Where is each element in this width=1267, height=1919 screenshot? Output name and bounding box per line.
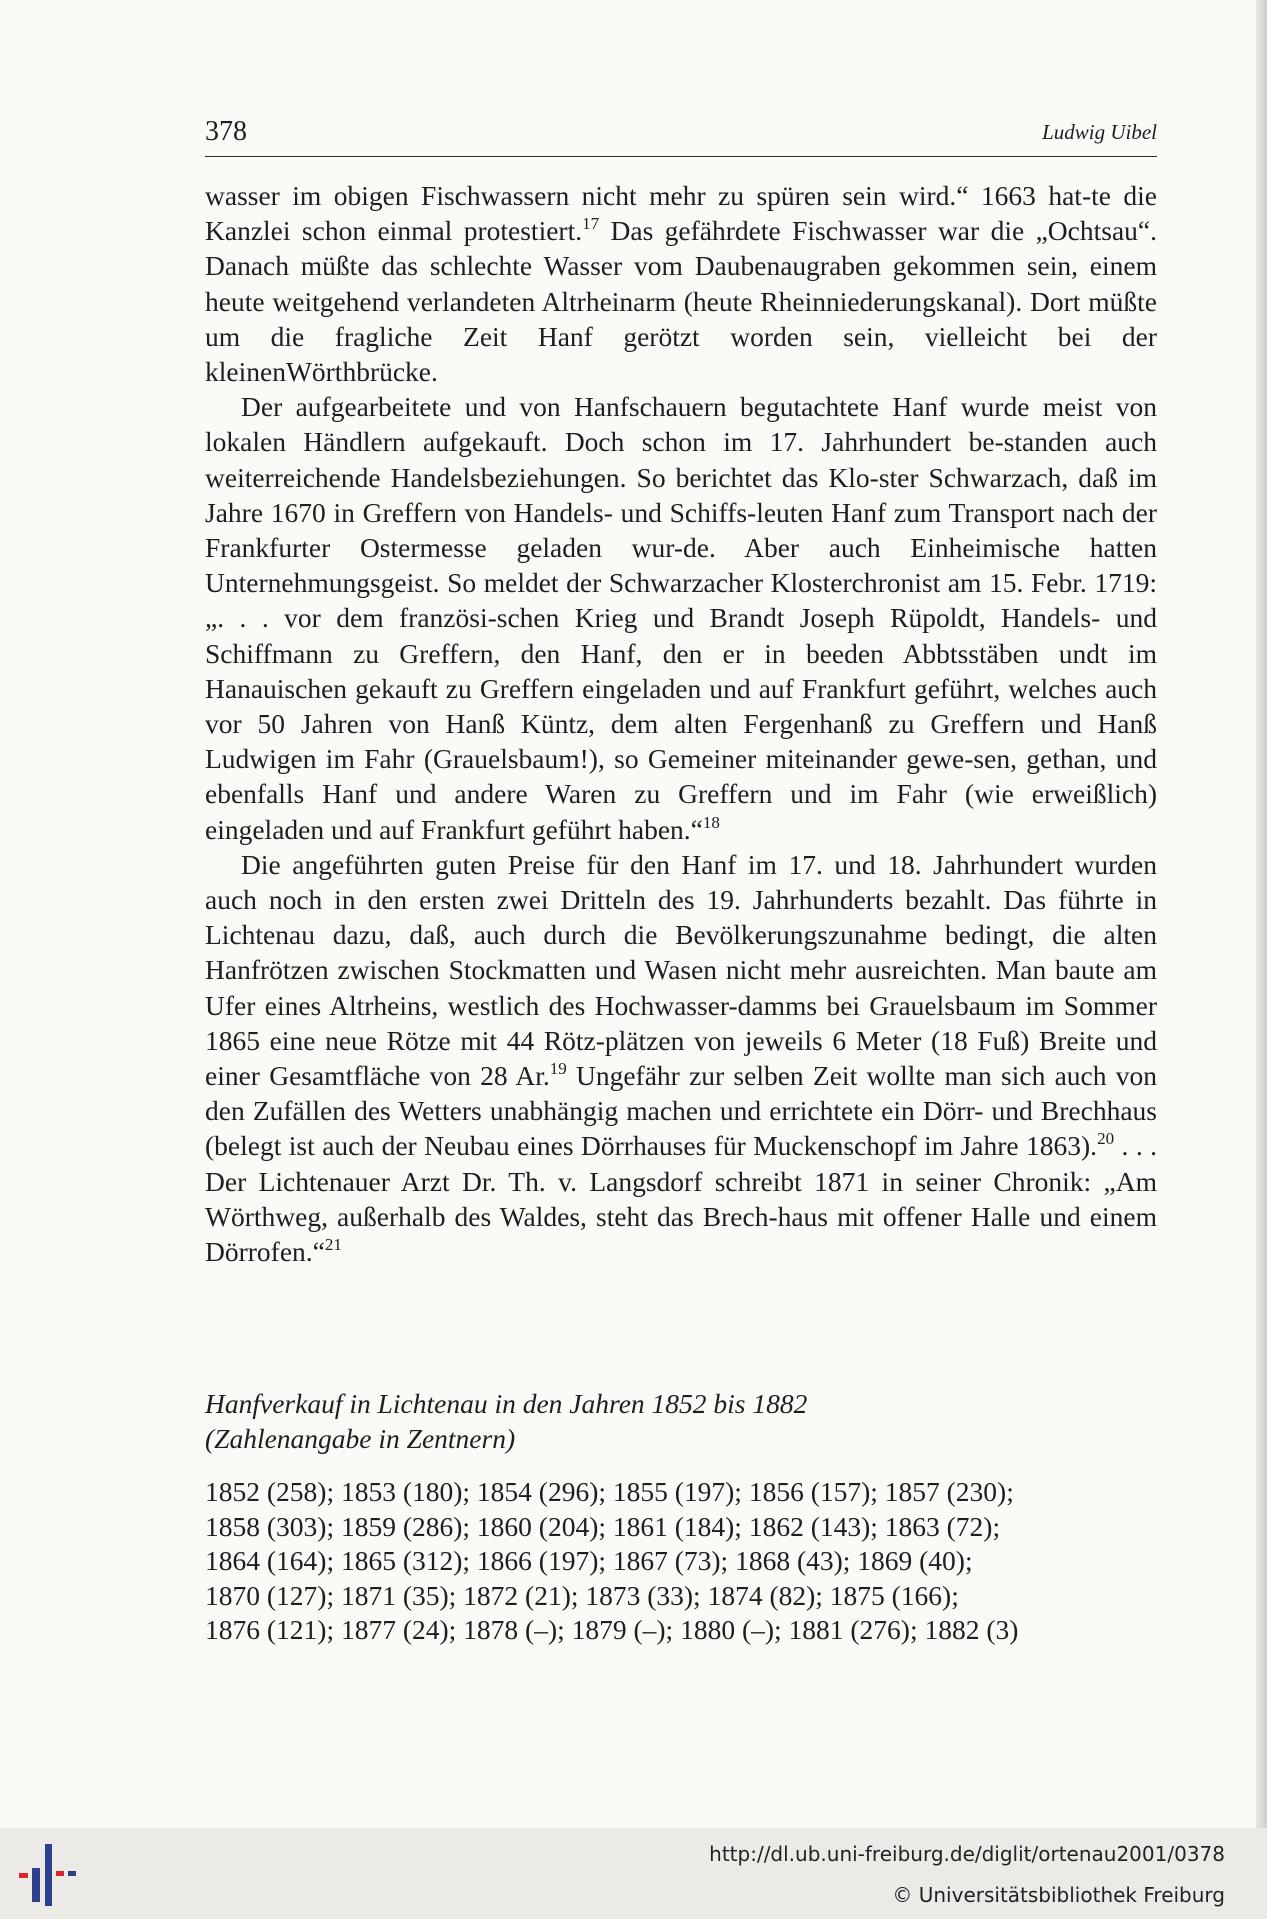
- running-head: Ludwig Uibel: [1042, 120, 1157, 144]
- ub-freiburg-logo-icon: [16, 1842, 80, 1908]
- section-title-line: Hanfverkauf in Lichtenau in den Jahren 1852 bis 1882: [205, 1388, 808, 1419]
- text-run: Ungefähr zur selben Zeit wollte man sich auch von den Zufällen des Wetters unabhängig machen und errichtete ein Dörr- und Brechhaus (belegt ist auch der Neubau eines Dörrhauses für Muckenschopf im Jahre 1863).: [205, 1060, 1157, 1162]
- footnote-ref-20: 20: [1097, 1129, 1115, 1149]
- hemp-sales-list: [205, 1475, 1165, 1648]
- page-header: [205, 116, 1157, 157]
- text-run: . . . Der Lichtenauer Arzt Dr. Th. v. Langsdorf schreibt 1871 in seiner Chronik: „Am Wörthweg, außerhalb des Waldes, steht das Brech-haus mit offener Halle und einem Dörrofen.“: [205, 1130, 1158, 1268]
- paragraph-3: [205, 847, 1157, 1269]
- footnote-ref-17: 17: [582, 214, 600, 234]
- sales-line: 1858 (303); 1859 (286); 1860 (204); 1861 (184); 1862 (143); 1863 (72);: [205, 1510, 1001, 1542]
- footnote-ref-19: 19: [549, 1059, 567, 1079]
- text-run: Die angeführten guten Preise für den Hanf im 17. und 18. Jahrhundert wurden auch noch in den ersten zwei Dritteln des 19. Jahrhunderts bezahlt. Das führte in Lichtenau dazu, daß, auch durch die Bevölkerungszunahme bedingt, die alten Hanfrötzen zwischen Stockmatten und Wasen nicht mehr ausreichten. Man baute am Ufer eines Altrheins, westlich des Hochwasser-damms bei Grauelsbaum im Sommer 1865 eine neue Rötze mit 44 Rötz-plätzen von jeweils 6 Meter (18 Fuß) Breite und einer Gesamtfläche von 28 Ar.: [205, 848, 1157, 1092]
- text-run: wasser im obigen Fischwassern nicht mehr zu spüren sein wird.“ 1663 hat-te die Kanzlei schon einmal protestiert.: [205, 180, 1157, 247]
- footnote-ref-18: 18: [702, 812, 720, 832]
- section-title: [205, 1386, 1157, 1456]
- document-url-link[interactable]: http://dl.ub.uni-freiburg.de/diglit/ortenau2001/0378: [709, 1842, 1225, 1866]
- section-subtitle-line: (Zahlenangabe in Zentnern): [205, 1423, 516, 1454]
- sales-line: 1864 (164); 1865 (312); 1866 (197); 1867 (73); 1868 (43); 1869 (40);: [205, 1545, 973, 1577]
- body-text: [205, 178, 1157, 1269]
- sales-line: 1852 (258); 1853 (180); 1854 (296); 1855 (197); 1856 (157); 1857 (230);: [205, 1476, 1014, 1507]
- text-run: Der aufgearbeitete und von Hanfschauern begutachtete Hanf wurde meist von lokalen Händlern aufgekauft. Doch schon im 17. Jahrhundert be-standen auch weiterreichende Handelsbeziehungen. So berichtet das Klo-ster Schwarzach, daß im Jahre 1670 in Greffern von Handels- und Schiffs-leuten Hanf zum Transport nach der Frankfurter Ostermesse geladen wur-de. Aber auch Einheimische hatten Unternehmungsgeist. So meldet der Schwarzacher Klosterchronist am 15. Febr. 1719: „. . . vor dem französi-schen Krieg und Brandt Joseph Rüpoldt, Handels- und Schiffmann zu Greffern, den Hanf, den er in beeden Abbtsstäben undt im Hanauischen gekauft zu Greffern eingeladen und auf Frankfurt geführt, welches auch vor 50 Jahren von Hanß Küntz, dem alten Fergenhanß zu Greffern und Hanß Ludwigen im Fahr (Grauelsbaum!), so Gemeiner miteinander gewe-sen, gethan, und ebenfalls Hanf und andere Waren zu Greffern und im Fahr (wie erweißlich) eingeladen und auf Frankfurt geführt haben.“: [205, 391, 1157, 845]
- page-edge: [1256, 0, 1267, 1828]
- paragraph-2: [205, 389, 1157, 847]
- sales-line: 1870 (127); 1871 (35); 1872 (21); 1873 (33); 1874 (82); 1875 (166);: [205, 1579, 959, 1611]
- sales-line: 1876 (121); 1877 (24); 1878 (–); 1879 (–); 1880 (–); 1881 (276); 1882 (3): [205, 1614, 1019, 1646]
- text-run: Das gefährdete Fischwasser war die „Ochtsau“. Danach müßte das schlechte Wasser vom Daubenaugraben gekommen sein, einem heute weitgehend verlandeten Altrheinarm (heute Rheinniederungskanal). Dort müßte um die fragliche Zeit Hanf gerötzt worden sein, vielleicht bei der kleinenWörthbrücke.: [205, 215, 1157, 388]
- footnote-ref-21: 21: [324, 1235, 342, 1255]
- paragraph-1: [205, 178, 1157, 389]
- page-number: 378: [205, 116, 247, 147]
- copyright-notice: © Universitätsbibliothek Freiburg: [892, 1883, 1225, 1907]
